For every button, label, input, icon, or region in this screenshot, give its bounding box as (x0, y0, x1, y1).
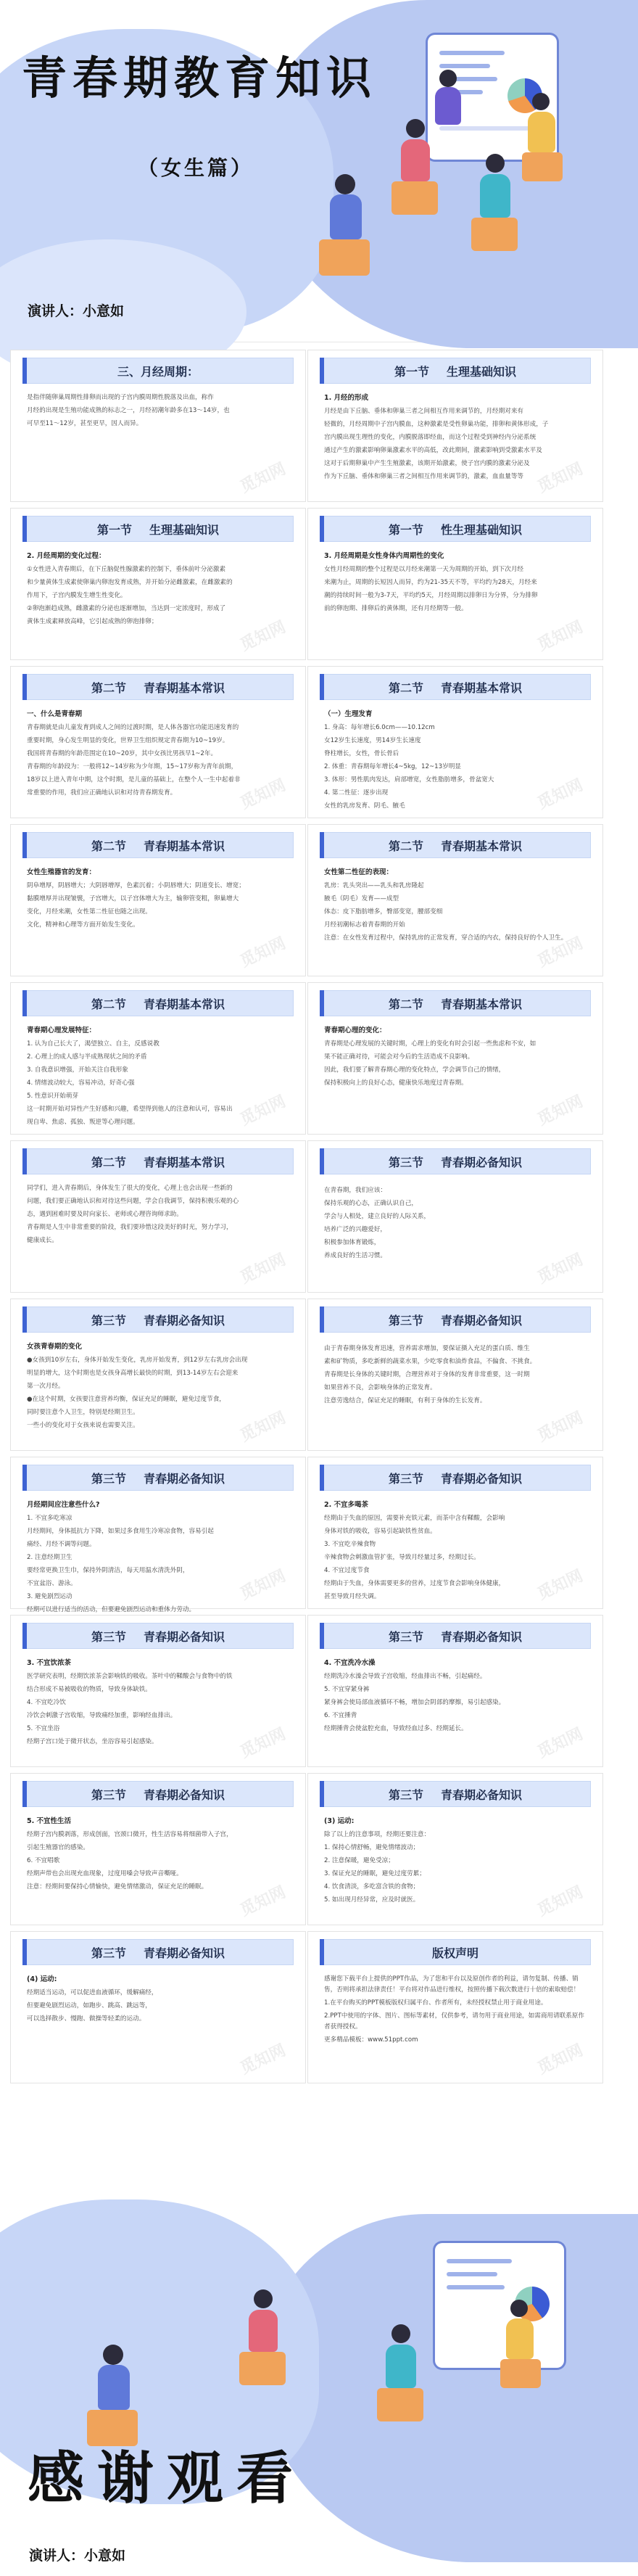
body-text: (3) 运动: (324, 1817, 355, 1825)
topic-label: 青春期必备知识 (144, 1787, 225, 1802)
body-text: 可以选择散步、慢跑、做操等轻柔的运动。 (27, 2015, 146, 2022)
body-text: 因此，我们要了解青春期心理的变化特点，学会调节自己的情绪， (324, 1066, 505, 1074)
body-text: 4. 不宜吃冷饮 (27, 1699, 66, 1706)
content-slide (10, 508, 306, 660)
watermark: 觅知网 (534, 2041, 587, 2078)
header-accent-bar (22, 1148, 27, 1174)
slide-header (22, 358, 294, 384)
body-text: 不宜盆浴、游泳。 (27, 1580, 77, 1587)
body-text: 注意：在女性发育过程中，保持乳房的正常发育，穿合适的内衣，保持良好的个人卫生。 (324, 934, 568, 942)
header-accent-bar (22, 1939, 27, 1965)
body-text: 经期子宫内膜剥落，形成创面，宫颈口微开，性生活容易将细菌带入子宫， (27, 1831, 233, 1838)
topic-label: 青春期必备知识 (441, 1787, 523, 1802)
content-slide (10, 1140, 306, 1293)
body-text: ②卵泡渐趋成熟，雌激素的分泌也逐渐增加，当达到一定浓度时，形成了 (27, 605, 226, 612)
body-text: 18岁以上进入青年中期，这个时期，是儿童的基础上，在整个人一生中起着非 (27, 776, 241, 783)
body-text: 养成良好的生活习惯。 (324, 1252, 386, 1259)
topic-label: 青春期必备知识 (144, 1629, 225, 1644)
body-text: 第一次月经。 (27, 1383, 65, 1390)
body-text: 同学们，进入青春期后，身体发生了很大的变化，心理上也会出现一些新的 (27, 1185, 233, 1192)
body-text: 医学研究表明，经期饮浓茶会影响铁的吸收。茶叶中的鞣酸会与食物中的铁 (27, 1673, 233, 1680)
body-text: 4. 不宜过度节食 (324, 1567, 370, 1574)
body-text: 引起生殖器官的感染。 (27, 1844, 89, 1851)
body-text: 一些小的变化对于女孩来说也需要关注。 (27, 1422, 139, 1429)
section-label: 第二节 (388, 680, 423, 695)
body-text: 变化，月经来潮，女性第二性征也随之出现。 (27, 908, 152, 915)
body-text: 注意劳逸结合，保证充足的睡眠，有利于身体的生长发育。 (324, 1397, 486, 1404)
topic-label: 青春期必备知识 (144, 1471, 225, 1486)
slide-header (320, 832, 591, 858)
body-text: 青春期是长身体的关键时期，合理营养对于身体的发育非常重要，这一时期 (324, 1371, 530, 1378)
body-text: 同时要注意个人卫生，特别是经期卫生。 (27, 1409, 139, 1416)
watermark: 觅知网 (534, 1567, 587, 1604)
body-text: 痛经、月经不调等问题。 (27, 1541, 96, 1548)
topic-label: 青春期基本常识 (441, 839, 523, 853)
section-label: 第一节 (388, 522, 423, 537)
body-text: 5. 不宜性生活 (27, 1817, 72, 1825)
body-text: 这一时期开始对异性产生好感和兴趣，希望得到他人的注意和认可，容易出 (27, 1106, 233, 1113)
slide-header (22, 1306, 294, 1333)
section-label: 第三节 (388, 1313, 423, 1328)
section-label: 第二节 (91, 680, 126, 695)
watermark: 觅知网 (237, 1725, 289, 1762)
body-text: 青春期心理发展特征： (27, 1026, 96, 1034)
watermark: 觅知网 (237, 460, 289, 497)
body-text: 体态：皮下脂肪增多，臀部变宽，腰部变细 (324, 908, 443, 915)
body-text: 4. 饮食清淡，多吃富含铁的食物； (324, 1883, 420, 1890)
body-text: ●女孩到10岁左右，身体开始发生变化，乳房开始发育，到12岁左右乳房会出现 (27, 1357, 248, 1364)
body-text: 冷饮会刺激子宫收缩，导致痛经加重，影响经血排出。 (27, 1712, 177, 1719)
body-text: 2. 注意保暖，避免受凉； (324, 1857, 394, 1864)
body-text: 3. 自我意识增强，开始关注自我形象 (27, 1066, 128, 1074)
slide-header (320, 516, 591, 542)
section-label: 第二节 (91, 839, 126, 853)
content-slide (10, 824, 306, 976)
body-text: 由于青春期身体发育迅速，营养需求增加，要保证摄入充足的蛋白质、维生 (324, 1345, 530, 1352)
body-text: 青春期就是由儿童发育到成人之间的过渡时期，是人体各器官功能迅速发育的 (27, 724, 239, 731)
slide-header (320, 1306, 591, 1333)
topic-label: 青春期必备知识 (441, 1629, 523, 1644)
watermark: 觅知网 (237, 1092, 289, 1129)
body-text: 除了以上的注意事项，经期还要注意： (324, 1831, 431, 1838)
header-accent-bar (320, 1939, 324, 1965)
body-text: 1. 不宜多吃寒凉 (27, 1515, 72, 1522)
body-text: 感谢您下载平台上提供的PPT作品，为了您和平台以及原创作者的利益，请勿复制、传播、销售，否则将承担法律责任！平台将对作品进行维权，按照传播下载次数进行十倍的索取赔偿！ (324, 1975, 580, 1993)
body-text: 如果营养不良，会影响身体的正常发育。 (324, 1384, 436, 1391)
cover-title: 青春期教育知识 (22, 52, 378, 104)
content-slide (307, 1140, 603, 1293)
content-slide (10, 1299, 306, 1451)
slide-header (22, 674, 294, 700)
body-text: 经期适当运动，可以促进血液循环，缓解痛经， (27, 1989, 158, 1996)
watermark: 觅知网 (534, 1092, 587, 1129)
header-accent-bar (22, 990, 27, 1016)
body-text: 注意：经期间要保持心情愉快，避免情绪激动，保证充足的睡眠。 (27, 1883, 208, 1890)
watermark: 觅知网 (534, 934, 587, 971)
whiteboard-illustration (435, 2243, 564, 2368)
slide-header (320, 358, 591, 384)
body-text: 一、什么是青春期 (27, 710, 83, 718)
body-text: 黏膜增厚并出现皱襞，子宫增大，以子宫体增大为主，输卵管变粗，卵巢增大 (27, 895, 239, 902)
header-accent-bar (320, 1781, 324, 1807)
slide-header (22, 1623, 294, 1649)
body-text: 2. 月经周期的变化过程： (27, 552, 106, 560)
slide-header (22, 1781, 294, 1807)
header-accent-bar (320, 990, 324, 1016)
content-slide (307, 1773, 603, 1925)
body-text: 女性的乳房发育、阴毛、腋毛 (324, 802, 405, 810)
body-text: 5. 不宜穿紧身裤 (324, 1686, 370, 1693)
header-accent-bar (320, 674, 324, 700)
header-accent-bar (320, 832, 324, 858)
section-label: 第三节 (91, 1313, 126, 1328)
topic-label: 青春期基本常识 (441, 997, 523, 1011)
cover-slide (0, 0, 609, 342)
section-label: 第二节 (91, 997, 126, 1011)
topic-label: 青春期基本常识 (144, 839, 225, 853)
body-text: 轻微的，月经周期中子宫内膜血，这种激素是受性卵巢功能，排卵和黄体形成，子 (324, 421, 549, 428)
body-text: 乳房：乳头突出——乳头和乳房隆起 (324, 882, 424, 889)
body-text: 青春期是心理发展的关键时期，心理上的变化有时会引起一些焦虑和不安，如 (324, 1040, 536, 1048)
body-text: 女性生殖器官的发育： (27, 868, 96, 876)
body-text: 3. 不宜吃辛辣食物 (324, 1541, 376, 1548)
watermark: 觅知网 (237, 776, 289, 813)
content-slide (307, 1615, 603, 1767)
slide-header (320, 990, 591, 1016)
topic-label: 生理基础知识 (447, 364, 517, 379)
body-text: 身体对铁的吸收，容易引起缺铁性贫血。 (324, 1528, 436, 1535)
content-slide (10, 666, 306, 818)
body-text: 是指伴随卵巢周期性排卵而出现的子宫内膜周期性脱落及出血，称作 (27, 394, 214, 401)
presenter-label: 演讲人：小意如 (29, 2548, 126, 2564)
header-accent-bar (22, 1781, 27, 1807)
topic-label: 青春期基本常识 (144, 680, 225, 695)
content-slide (10, 982, 306, 1135)
watermark: 觅知网 (237, 1883, 289, 1920)
header-accent-bar (320, 516, 324, 542)
watermark: 觅知网 (237, 934, 289, 971)
body-text: 1. 身高：每年增长6.0cm——10.12cm (324, 724, 435, 731)
body-text: 和少量黄体生成素使卵巢内卵泡发育成熟，并开始分泌雌激素，在雌激素的 (27, 579, 233, 586)
topic-label: 青春期必备知识 (441, 1471, 523, 1486)
slide-header (22, 1939, 294, 1965)
header-accent-bar (22, 674, 27, 700)
slide-header (22, 516, 294, 542)
topic-label: 青春期基本常识 (144, 1155, 225, 1169)
body-text: 健康成长。 (27, 1237, 58, 1244)
slide-header (320, 1939, 591, 1965)
content-slide (10, 1931, 306, 2083)
section-label: 第三节 (91, 1787, 126, 1802)
body-text: 腋毛（阴毛）发育——成型 (324, 895, 399, 902)
topic-label: 青春期必备知识 (144, 1946, 225, 1960)
section-label: 第一节 (394, 364, 429, 379)
body-text: 2. 注意经期卫生 (27, 1554, 72, 1561)
body-text: 重要时期，身心发生明显的变化，世界卫生组织规定青春期为10~19岁。 (27, 737, 229, 744)
body-text: （一）生理发育 (324, 710, 373, 718)
body-text: 经期捶背会使盆腔充血，导致经血过多、经期延长。 (324, 1725, 468, 1732)
body-text: 女12岁生长速度，男14岁生长速度 (324, 737, 421, 744)
section-label: 第三节 (388, 1155, 423, 1169)
watermark: 觅知网 (534, 618, 587, 655)
body-text: 女性月经周期的整个过程是以月经来潮第一天为周期的开始，到下次月经 (324, 566, 524, 573)
topic-label: 青春期基本常识 (441, 680, 523, 695)
watermark: 觅知网 (534, 776, 587, 813)
header-accent-bar (320, 358, 324, 384)
content-slide (307, 350, 603, 502)
body-text: ①女性进入青春期后，在下丘脑促性腺激素的控制下，垂体前叶分泌激素 (27, 566, 226, 573)
body-text: 经期由于失血的原因，需要补充铁元素，而茶中含有鞣酸，会影响 (324, 1515, 505, 1522)
body-text: 经期子宫口处于微开状态，坐浴容易引起感染。 (27, 1738, 158, 1745)
body-text: 脊柱增长，女性，骨长骨后 (324, 750, 399, 757)
watermark: 觅知网 (534, 1409, 587, 1446)
body-text: 可早至11～12岁，甚至更早，因人而异。 (27, 420, 143, 427)
body-text: 5. 不宜坐浴 (27, 1725, 60, 1732)
topic-label: 性生理基础知识 (441, 522, 523, 537)
body-text: 培养广泛的兴趣爱好， (324, 1226, 386, 1233)
body-text: 经期洗冷水澡会导致子宫收缩，经血排出不畅，引起痛经。 (324, 1673, 486, 1680)
watermark: 觅知网 (237, 618, 289, 655)
body-text: 月经初潮标志着青春期的开始 (324, 921, 405, 929)
body-text: 保持积极向上的良好心态，健康快乐地度过青春期。 (324, 1079, 468, 1087)
body-text: 3. 体形：男性肌肉发达，肩部增宽，女性脂肪增多，骨盆宽大 (324, 776, 494, 783)
body-text: 态，遇到困难时要及时向家长、老师或心理咨询师求助。 (27, 1211, 183, 1218)
body-text: 学会与人相处，建立良好的人际关系， (324, 1213, 431, 1220)
watermark: 觅知网 (534, 460, 587, 497)
body-text: 3. 避免剧烈运动 (27, 1593, 72, 1600)
body-text: 保持乐观的心态，正确认识自己， (324, 1200, 418, 1207)
content-slide (10, 350, 306, 502)
slide-header (22, 1148, 294, 1174)
header-accent-bar (320, 1148, 324, 1174)
content-slide (10, 1615, 306, 1767)
body-text: 通过产生的激素影响卵巢激素水平的高低，改此期间，激素影响到受激素水平及 (324, 447, 542, 454)
body-text: 女性第二性征的表现： (324, 868, 394, 876)
body-text: 宫内膜出现生理性的变化，内膜脱落即经血，而这个过程受到神经内分泌系统 (324, 434, 536, 441)
slide-header (320, 1148, 591, 1174)
body-text: 6. 不宜唱歌 (27, 1857, 60, 1864)
section-label: 第二节 (388, 997, 423, 1011)
body-text: 3. 保证充足的睡眠，避免过度劳累； (324, 1870, 426, 1877)
ending-title: 感谢观看 (28, 2445, 307, 2511)
body-text: 青春期是人生中非常重要的阶段，我们要珍惜这段美好的时光，努力学习， (27, 1224, 233, 1231)
body-text: (4) 运动: (27, 1975, 57, 1983)
body-text: 现自卑、焦虑、孤独、叛逆等心理问题。 (27, 1119, 139, 1126)
body-text: 2. 心理上的成人感与半成熟现状之间的矛盾 (27, 1053, 147, 1061)
body-text: 结合形成不易被吸收的物质，导致身体缺铁。 (27, 1686, 152, 1693)
content-slide (10, 1773, 306, 1925)
watermark: 觅知网 (237, 1251, 289, 1288)
header-accent-bar (22, 516, 27, 542)
body-text: 积极参加体育锻炼， (324, 1239, 381, 1246)
body-text: 月经期间应注意些什么? (27, 1501, 100, 1509)
watermark: 觅知网 (237, 2041, 289, 2078)
body-text: 甚至导致月经失调。 (324, 1593, 381, 1600)
body-text: 在青春期，我们应该： (324, 1187, 386, 1194)
body-text: 潮的持续时间一般为3-7天，平均约5天，月经周期以排卵日为分界，分为排卵 (324, 592, 538, 599)
section-label: 第三节 (91, 1629, 126, 1644)
body-text: 2. 体重：青春期每年增长4~5kg，12~13岁明显 (324, 763, 461, 770)
body-text: 青春期的年龄段为：一般将12~14岁称为少年期，15~17岁称为青年前期， (27, 763, 238, 770)
content-slide (10, 1457, 306, 1613)
header-accent-bar (22, 1465, 27, 1491)
content-slide (307, 824, 603, 976)
content-slide (307, 1457, 603, 1609)
watermark: 觅知网 (237, 1409, 289, 1446)
section-label: 第三节 (388, 1787, 423, 1802)
body-text: 文化，精神和心理等方面开始发生变化。 (27, 921, 139, 929)
presenter-label: 演讲人：小意如 (28, 303, 125, 319)
body-text: 紧身裤会使局部血液循环不畅，增加会阴部的摩擦，易引起感染。 (324, 1699, 505, 1706)
topic-label: 青春期必备知识 (441, 1155, 523, 1169)
content-slide (307, 982, 603, 1135)
body-text: 3. 不宜饮浓茶 (27, 1659, 72, 1667)
body-text: 5. 性意识开始萌芽 (27, 1092, 79, 1100)
content-slide (307, 1299, 603, 1451)
body-text: 但要避免剧烈运动，如跑步、跳高、跳远等， (27, 2002, 152, 2009)
body-text: 月经是由下丘脑、垂体和卵巢三者之间相互作用来调节的，月经期对来有 (324, 408, 524, 415)
body-text: 阴阜增厚，阴唇增大；大阴唇增厚，色素沉着；小阴唇增大；阴道变长、增宽； (27, 882, 245, 889)
body-text: 5. 如出现月经异常，应及时就医。 (324, 1896, 420, 1904)
body-text: 2.PPT中使用的字体、图片、图标等素材，仅供参考，请勿用于商业用途，如需商用请联系原作者获得授权。 (324, 2012, 584, 2030)
section-label: 第二节 (388, 839, 423, 853)
cover-subtitle: （女生篇） (138, 156, 254, 180)
body-text: 明显的增大，这个时期也是女孩身高增长最快的时期，到13-14岁左右会迎来 (27, 1370, 239, 1377)
body-text: 来潮为止，周期的长短因人而异，约为21-35天不等，平均约为28天，月经来 (324, 579, 537, 586)
slide-header (320, 1465, 591, 1491)
body-text: 问题，我们要正确地认识和对待这些问题，学会自我调节，保持积极乐观的心 (27, 1198, 239, 1205)
body-text: 经期可以进行适当的活动，但要避免剧烈运动和重体力劳动。 (27, 1606, 196, 1613)
slide-header (22, 990, 294, 1016)
section-label: 三、月经周期： (117, 364, 199, 379)
body-text: 1. 认为自己长大了，渴望独立、自主，反感说教 (27, 1040, 160, 1048)
body-text: 2. 不宜多喝茶 (324, 1501, 369, 1509)
slide-header (22, 832, 294, 858)
body-text: ●在这个时期，女孩要注意营养均衡，保证充足的睡眠，避免过度节食， (27, 1396, 225, 1403)
header-accent-bar (320, 1623, 324, 1649)
body-text: 这对于后期卵巢中产生生殖激素，该期开始激素，使子宫内膜的激素分泌及 (324, 460, 530, 467)
chart-line (439, 126, 541, 131)
body-text: 我国将青春期的年龄范围定在10~20岁，其中女孩比男孩早1~2年。 (27, 750, 218, 757)
body-text: 要经常更换卫生巾，保持外阴清洁，每天用温水清洗外阴， (27, 1567, 189, 1574)
content-slide (307, 666, 603, 818)
body-text: 经期声带也会出现充血现象，过度用嗓会导致声音嘶哑。 (27, 1870, 183, 1877)
slide-header (320, 674, 591, 700)
topic-label: 青春期基本常识 (144, 997, 225, 1011)
body-text: 6. 不宜捶背 (324, 1712, 357, 1719)
topic-label: 生理基础知识 (149, 522, 220, 537)
body-text: 月经的出现是生殖功能成熟的标志之一，月经初潮年龄多在13～14岁，也 (27, 407, 230, 414)
header-accent-bar (22, 358, 27, 384)
header-accent-bar (320, 1306, 324, 1333)
body-text: 作为下丘脑、垂体和卵巢三者之间相互作用来调节的，激素，血血量等等 (324, 473, 524, 480)
watermark: 觅知网 (534, 1883, 587, 1920)
watermark: 觅知网 (237, 1567, 289, 1604)
body-text: 4. 情绪波动较大，容易冲动，好奇心强 (27, 1079, 135, 1087)
slide-header (22, 1465, 294, 1491)
section-label: 第二节 (91, 1155, 126, 1169)
body-text: 3. 月经周期是女性身体内周期性的变化 (324, 552, 444, 560)
header-accent-bar (22, 1623, 27, 1649)
content-slide (307, 508, 603, 660)
body-text: 1. 保持心情舒畅，避免情绪波动； (324, 1844, 420, 1851)
topic-label: 青春期必备知识 (144, 1313, 225, 1328)
section-label: 第一节 (96, 522, 132, 537)
chart-line (439, 64, 490, 68)
body-text: 1. 月经的形成 (324, 394, 369, 402)
slide-header (320, 1781, 591, 1807)
slide-header (320, 1623, 591, 1649)
body-text: 4. 第二性征：逐步出现 (324, 789, 389, 797)
header-accent-bar (22, 832, 27, 858)
header-accent-bar (320, 1465, 324, 1491)
body-text: 作用下，子宫内膜发生增生性变化。 (27, 592, 127, 599)
body-text: 1.在平台购买的PPT模板版权归属平台、作者所有，未经授权禁止用于商业用途。 (324, 1999, 547, 2007)
body-text: 辛辣食物会刺激血管扩张，导致月经量过多，经期过长。 (324, 1554, 480, 1561)
section-label: 第三节 (388, 1471, 423, 1486)
section-label: 版权声明 (431, 1946, 478, 1960)
body-text: 黄体生成素释放高峰，它引起成熟的卵泡排卵； (27, 618, 158, 625)
body-text: 青春期心理的变化： (324, 1026, 386, 1034)
section-label: 第三节 (388, 1629, 423, 1644)
content-slide (307, 1931, 603, 2083)
watermark: 觅知网 (534, 1725, 587, 1762)
watermark: 觅知网 (534, 1251, 587, 1288)
body-text: 4. 不宜洗冷水澡 (324, 1659, 376, 1667)
body-text: 常重要的作用，我们应正确地认识和对待青春期发育。 (27, 789, 177, 797)
ending-slide (0, 2229, 609, 2576)
topic-label: 青春期必备知识 (441, 1313, 523, 1328)
body-text: 前的卵泡期、排卵后的黄体期，还有月经期等一般。 (324, 605, 468, 612)
chart-line (439, 51, 505, 55)
body-text: 女孩青春期的变化 (27, 1343, 83, 1351)
header-accent-bar (22, 1306, 27, 1333)
body-text: 经期由于失血，身体需要更多的营养，过度节食会影响身体健康， (324, 1580, 505, 1587)
body-text: 月经期间，身体抵抗力下降，如果过多食用生冷寒凉食物，容易引起 (27, 1528, 214, 1535)
body-text: 更多精品模板：www.51ppt.com (324, 2036, 418, 2044)
body-text: 果不能正确对待，可能会对今后的生活造成不良影响。 (324, 1053, 474, 1061)
section-label: 第三节 (91, 1471, 126, 1486)
body-text: 素和矿物质，多吃新鲜的蔬菜水果，少吃零食和油炸食品，不偏食、不挑食。 (324, 1358, 536, 1365)
section-label: 第三节 (91, 1946, 126, 1960)
